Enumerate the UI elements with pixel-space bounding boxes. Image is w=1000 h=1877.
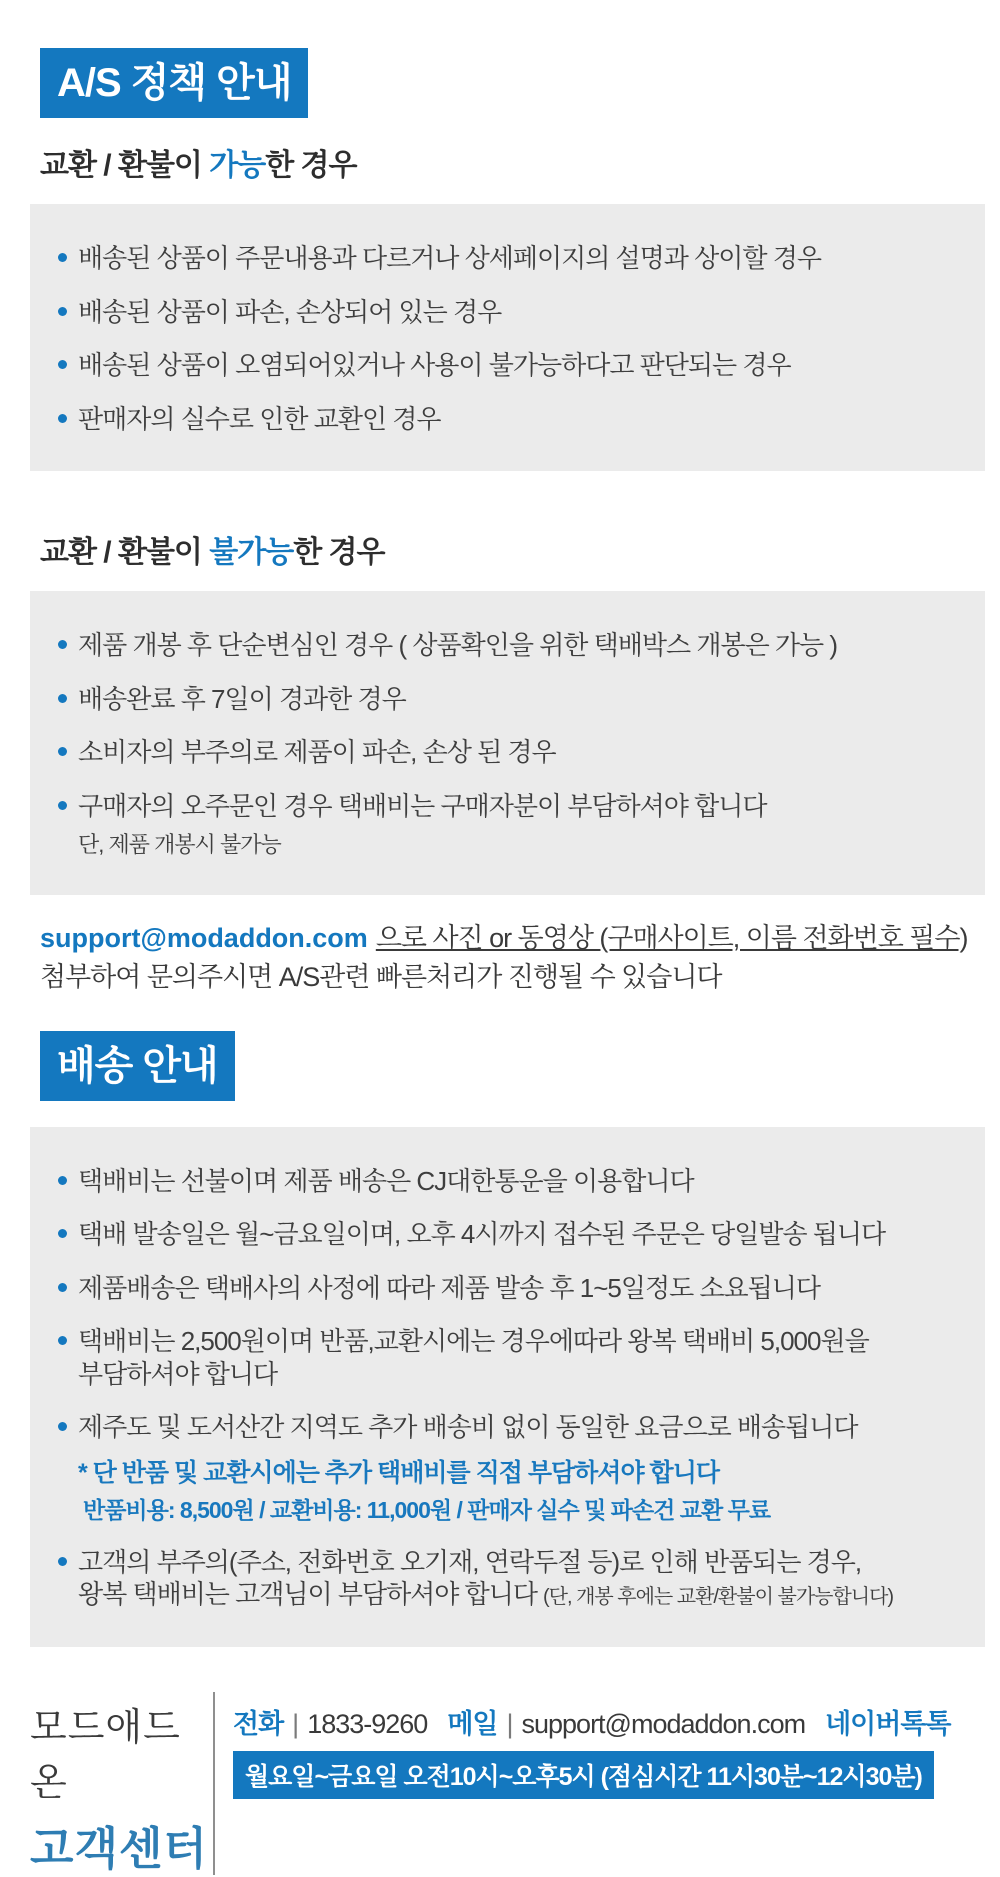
list-item: 배송완료 후 7일이 경과한 경우 xyxy=(56,683,955,716)
mail-label: 메일 xyxy=(447,1708,498,1739)
possible-cases-list xyxy=(56,242,955,435)
fee-detail-note: 반품비용: 8,500원 / 교환비용: 11,000원 / 판매자 실수 및 파손건 교환 무료 xyxy=(83,1497,771,1524)
business-hours-bar: 월요일~금요일 오전10시~오후5시 (점심시간 11시30분~12시30분) xyxy=(233,1751,934,1799)
list-item: 제품 개봉 후 단순변심인 경우 ( 상품확인을 위한 택배박스 개봉은 가능 ) xyxy=(56,629,955,662)
title-text: 한 경우 xyxy=(265,149,357,182)
vertical-divider xyxy=(213,1692,215,1875)
title-text: 한 경우 xyxy=(293,536,385,569)
title-text: 교환 / 환불이 xyxy=(40,536,210,569)
contact-note-underlined: 으로 사진 or 동영상 (구매사이트, 이름 전화번호 필수) xyxy=(375,922,968,953)
list-item-subnote: 단, 제품 개봉시 불가능 xyxy=(78,832,281,857)
list-item xyxy=(56,790,955,859)
list-item: 택배비는 선불이며 제품 배송은 CJ대한통운을 이용합니다 xyxy=(56,1165,955,1198)
list-item: 배송된 상품이 주문내용과 다르거나 상세페이지의 설명과 상이할 경우 xyxy=(56,242,955,275)
impossible-cases-box xyxy=(30,591,985,895)
list-item-text: 구매자의 오주문인 경우 택배비는 구매자분이 부담하셔야 합니다 xyxy=(78,790,767,821)
list-item: 택배 발송일은 월~금요일이며, 오후 4시까지 접수된 주문은 당일발송 됩니다 xyxy=(56,1218,955,1251)
list-item-text: 부담하셔야 합니다 xyxy=(78,1358,278,1389)
shipping-info-list xyxy=(56,1165,955,1611)
customer-center-footer xyxy=(30,1692,1000,1877)
brand-block xyxy=(30,1692,213,1877)
list-item-text: 고객의 부주의(주소, 전화번호 오기재, 연락두절 등)로 인해 반품되는 경우, xyxy=(78,1546,862,1577)
list-item: 제품배송은 택배사의 사정에 따라 제품 발송 후 1~5일정도 소요됩니다 xyxy=(56,1272,955,1305)
title-text: 교환 / 환불이 xyxy=(40,149,210,182)
list-item-text: 왕복 택배비는 고객님이 부담하셔야 합니다 xyxy=(78,1579,537,1610)
phone-label: 전화 xyxy=(233,1708,284,1739)
list-item: 판매자의 실수로 인한 교환인 경우 xyxy=(56,403,955,436)
list-item: 배송된 상품이 파손, 손상되어 있는 경우 xyxy=(56,296,955,329)
shipping-badge: 배송 안내 xyxy=(40,1031,235,1101)
possible-cases-box xyxy=(30,204,985,471)
exchange-impossible-title xyxy=(40,527,1000,571)
impossible-cases-list xyxy=(56,629,955,859)
separator: | xyxy=(292,1708,299,1739)
naver-talk-label: 네이버톡톡 xyxy=(825,1708,951,1739)
extra-fee-note: * 단 반품 및 교환시에는 추가 택배비를 직접 부담하셔야 합니다 xyxy=(78,1458,719,1487)
list-item xyxy=(56,1325,955,1390)
as-contact-note xyxy=(40,919,980,997)
contact-note-line2: 첨부하여 문의주시면 A/S관련 빠른처리가 진행될 수 있습니다 xyxy=(40,961,722,992)
title-accent-possible: 가능 xyxy=(209,149,266,182)
list-item xyxy=(56,1411,955,1525)
shipping-info-box xyxy=(30,1127,985,1647)
list-item-text: 제주도 및 도서산간 지역도 추가 배송비 없이 동일한 요금으로 배송됩니다 xyxy=(78,1412,858,1443)
footer-email: support@modaddon.com xyxy=(521,1708,806,1739)
customer-center-label: 고객센터 xyxy=(30,1822,208,1874)
list-item xyxy=(56,1546,955,1611)
exchange-possible-title xyxy=(40,140,1000,184)
support-email-link[interactable]: support@modaddon.com xyxy=(40,922,368,953)
separator: | xyxy=(506,1708,513,1739)
title-accent-impossible: 불가능 xyxy=(209,536,294,569)
list-item-small-note: (단, 개봉 후에는 교환/환불이 불가능합니다) xyxy=(542,1586,894,1609)
list-item-text: 택배비는 2,500원이며 반품,교환시에는 경우에따라 왕복 택배비 5,000원을 xyxy=(78,1326,869,1357)
phone-number: 1833-9260 xyxy=(307,1708,428,1739)
footer-contact-block xyxy=(233,1692,951,1877)
as-policy-badge: A/S 정책 안내 xyxy=(40,48,308,118)
list-item: 소비자의 부주의로 제품이 파손, 손상 된 경우 xyxy=(56,736,955,769)
brand-name: 모드애드온 xyxy=(30,1706,181,1804)
contact-line xyxy=(233,1702,951,1741)
list-item: 배송된 상품이 오염되어있거나 사용이 불가능하다고 판단되는 경우 xyxy=(56,349,955,382)
